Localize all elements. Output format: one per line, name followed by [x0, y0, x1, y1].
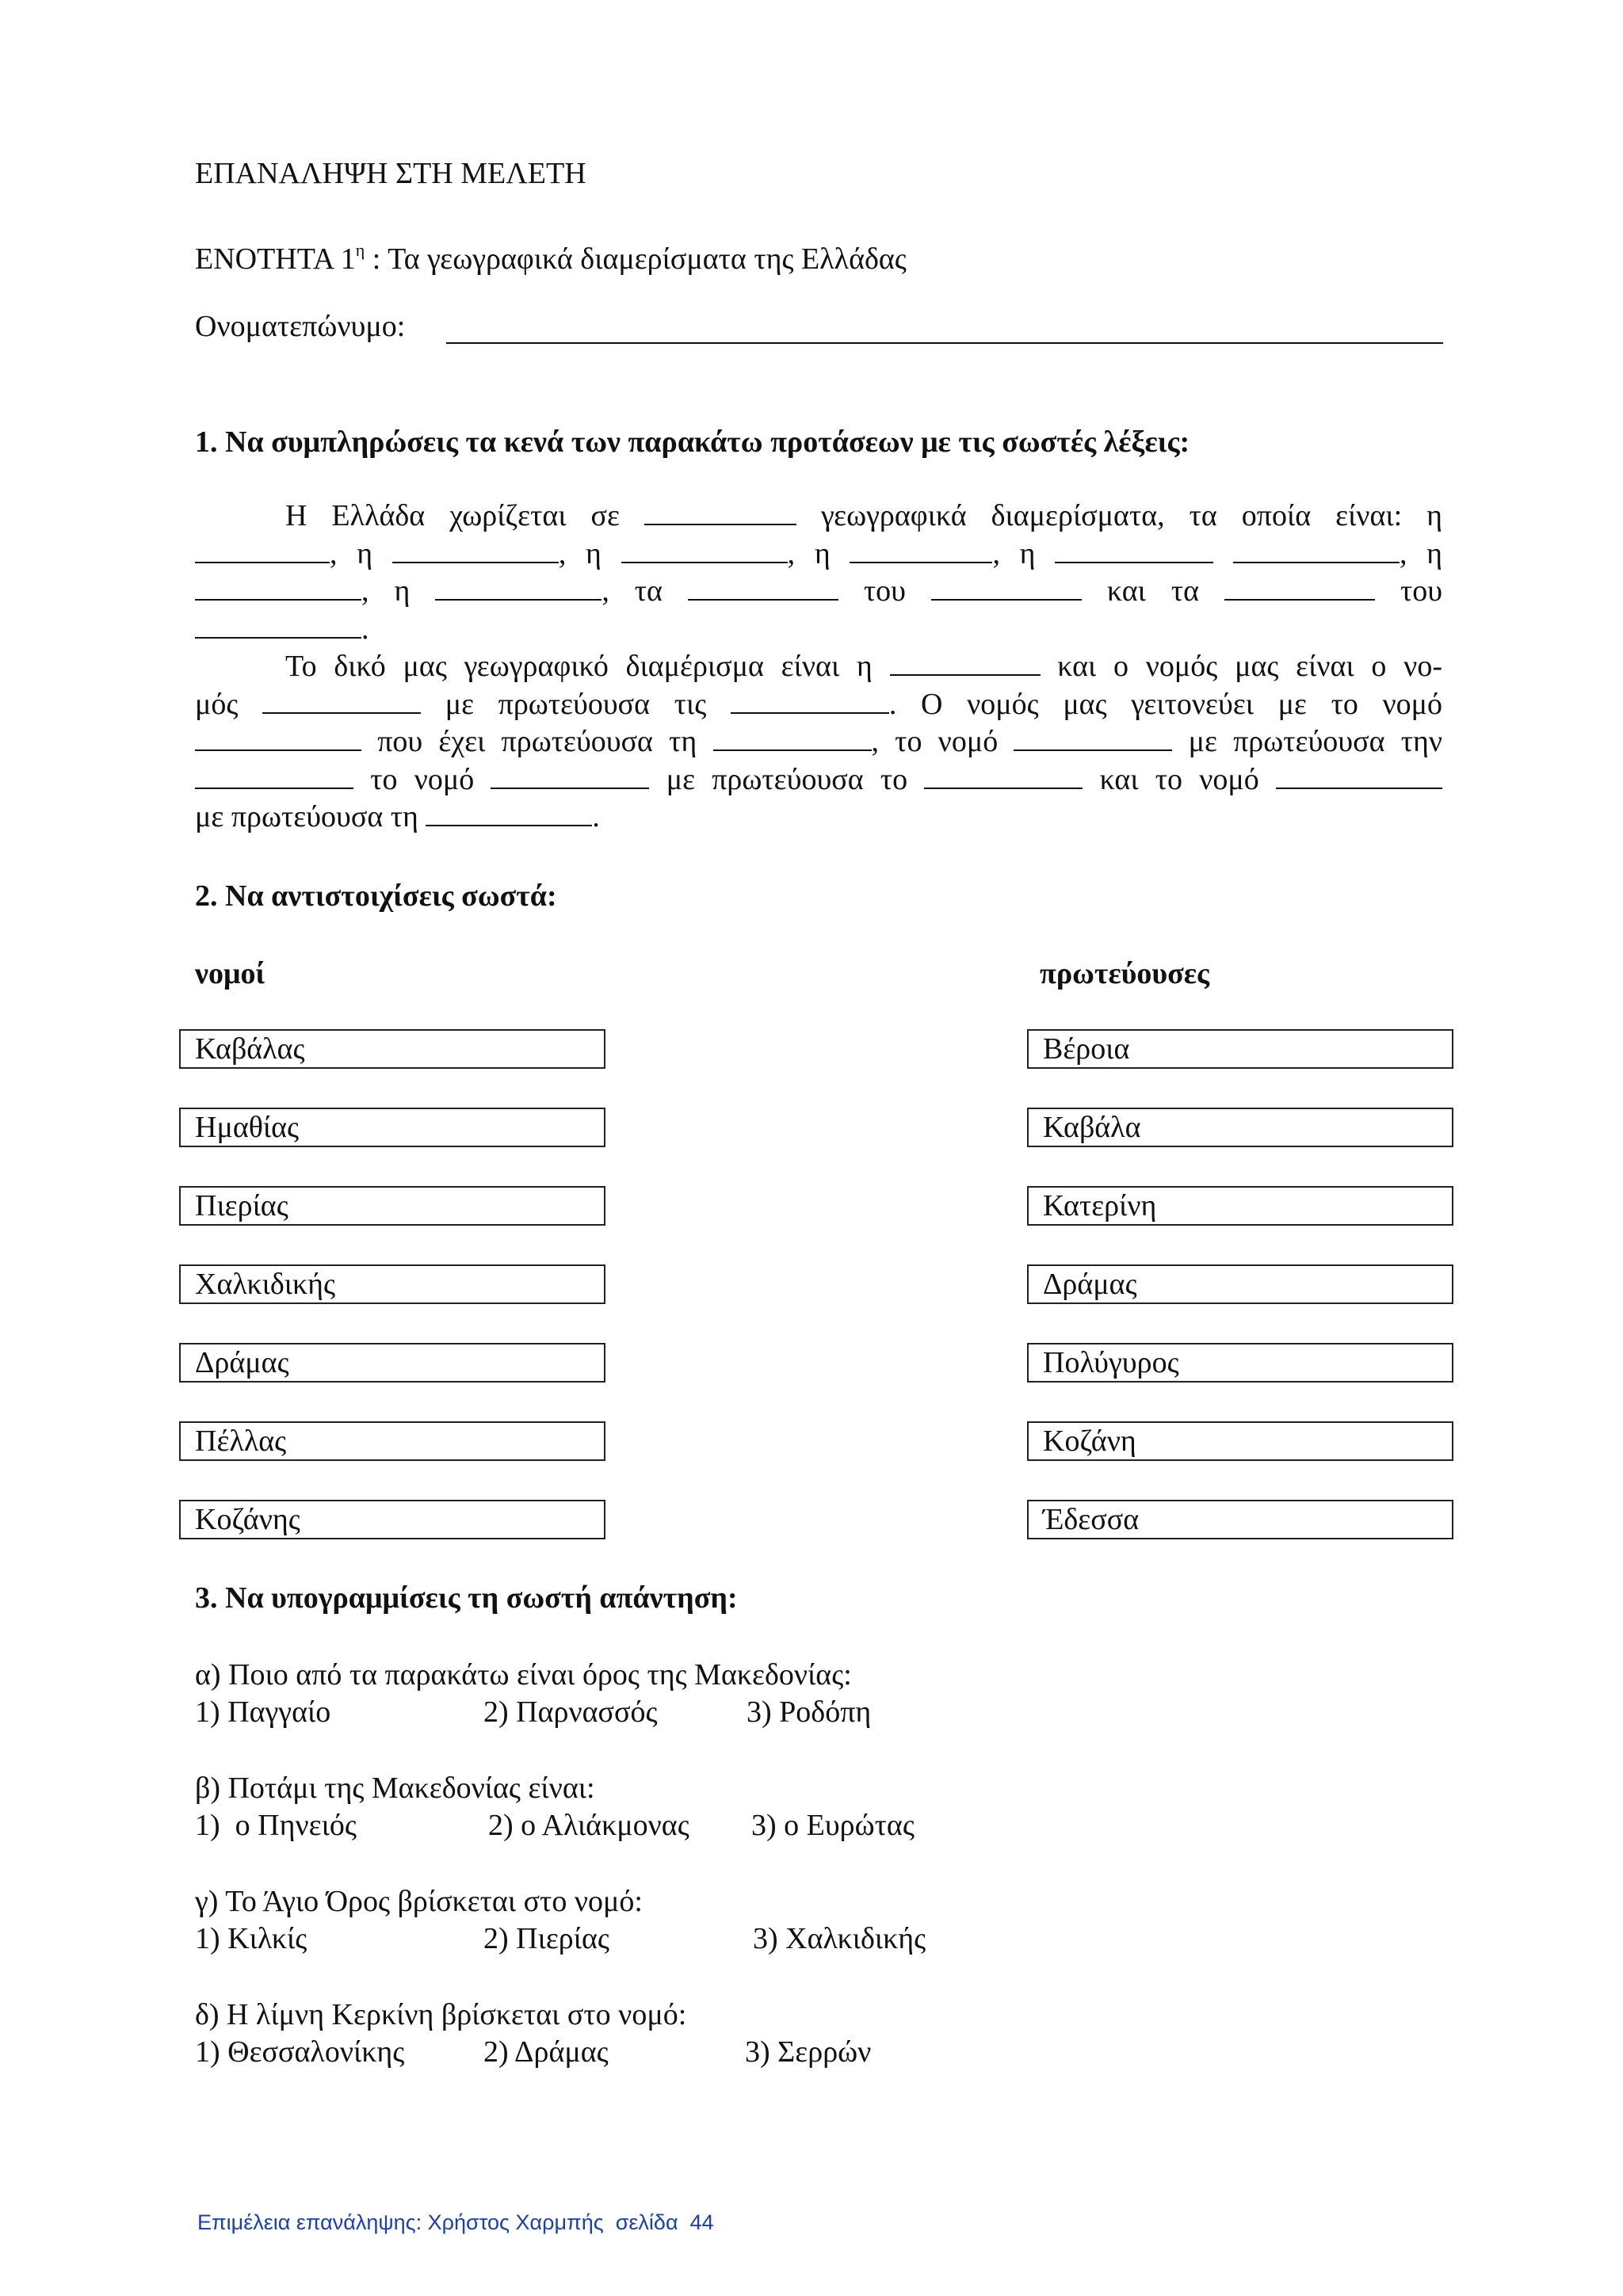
q3-option[interactable]: 1) Κιλκίς [195, 1922, 307, 1955]
q1-text: , η [330, 536, 373, 570]
q1-text: , η [992, 536, 1036, 570]
worksheet-title: ΕΠΑΝΑΛΗΨΗ ΣΤΗ ΜΕΛΕΤΗ [195, 157, 586, 190]
prefecture-box[interactable]: Χαλκιδικής [179, 1264, 605, 1304]
q3-option[interactable]: 3) Χαλκιδικής [753, 1922, 926, 1955]
q3-option[interactable]: 3) Ροδόπη [747, 1695, 872, 1729]
prefectures-header: νομοί [195, 957, 265, 990]
q1-text: Το δικό μας γεωγραφικό διαμέρισμα είναι η [285, 650, 873, 683]
q1-paragraph [195, 498, 1442, 837]
fill-blank[interactable] [195, 764, 353, 789]
unit-subtitle: : Τα γεωγραφικά διαμερίσματα της Ελλάδας [365, 242, 907, 276]
fill-blank[interactable] [890, 650, 1041, 676]
fill-blank[interactable] [1055, 538, 1213, 563]
prefecture-box[interactable]: Πιερίας [179, 1186, 605, 1226]
fill-blank[interactable] [1014, 726, 1172, 751]
capital-box[interactable]: Κατερίνη [1027, 1186, 1453, 1226]
name-label: Ονοματεπώνυμο: [195, 310, 406, 343]
q1-text: , η [1399, 536, 1443, 570]
q3-option[interactable]: 1) Θεσσαλονίκης [195, 2035, 405, 2069]
q1-text: με πρωτεύουσα τις [445, 687, 707, 721]
fill-blank[interactable] [924, 764, 1083, 789]
q1-line [195, 761, 1442, 799]
q3-question: γ) Το Άγιο Όρος βρίσκεται στο νομό: [195, 1885, 643, 1918]
q1-text: του [1400, 574, 1443, 608]
q1-line [195, 723, 1442, 761]
q1-text: , η [361, 574, 411, 608]
q1-text: που έχει πρωτεύουσα τη [377, 725, 697, 758]
q1-heading: 1. Να συμπληρώσεις τα κενά των παρακάτω προτάσεων με τις σωστές λέξεις: [195, 425, 1190, 459]
q3-question: δ) Η λίμνη Κερκίνη βρίσκεται στο νομό: [195, 1998, 687, 2031]
fill-blank[interactable] [1233, 538, 1400, 563]
fill-blank[interactable] [195, 538, 330, 563]
q3-option[interactable]: 1) Παγγαίο [195, 1695, 331, 1729]
prefecture-box[interactable]: Ημαθίας [179, 1108, 605, 1147]
q1-text: του [863, 574, 906, 608]
q2-heading: 2. Να αντιστοιχίσεις σωστά: [195, 879, 557, 913]
page-footer: Επιμέλεια επανάληψης: Χρήστος Χαρμπής σελίδα 44 [197, 2210, 714, 2234]
prefecture-box[interactable]: Δράμας [179, 1343, 605, 1383]
unit-prefix: ΕΝΟΤΗΤΑ 1 [195, 242, 356, 276]
q3-option[interactable]: 2) Δράμας [483, 2035, 609, 2069]
fill-blank[interactable] [392, 538, 559, 563]
fill-blank[interactable] [426, 801, 592, 826]
capital-box[interactable]: Κοζάνη [1027, 1421, 1453, 1461]
fill-blank[interactable] [195, 613, 361, 639]
fill-blank[interactable] [931, 575, 1082, 601]
q1-text: Η Ελλάδα χωρίζεται σε [285, 499, 620, 532]
fill-blank[interactable] [644, 500, 796, 525]
q1-text: και τα [1106, 574, 1200, 608]
q1-text: . Ο νομός μας γειτονεύει με το νομό [888, 687, 1443, 721]
q3-option[interactable]: 3) Σερρών [745, 2035, 872, 2069]
unit-title [195, 232, 907, 277]
q3-option[interactable]: 2) ο Αλιάκμονας [488, 1809, 689, 1842]
fill-blank[interactable] [1276, 764, 1442, 789]
q1-line [195, 686, 1442, 724]
q3-option[interactable]: 1) ο Πηνειός [195, 1809, 357, 1842]
q3-question: β) Ποτάμι της Μακεδονίας είναι: [195, 1772, 595, 1805]
fill-blank[interactable] [850, 538, 992, 563]
q1-text: . [592, 800, 600, 833]
capital-box[interactable]: Έδεσσα [1027, 1500, 1453, 1539]
fill-blank[interactable] [262, 688, 421, 714]
prefecture-box[interactable]: Κοζάνης [179, 1500, 605, 1539]
prefecture-box[interactable]: Πέλλας [179, 1421, 605, 1461]
q1-text: , τα [601, 574, 663, 608]
q1-text: , η [558, 536, 601, 570]
q1-line [195, 799, 1442, 837]
q1-text: με πρωτεύουσα την [1188, 725, 1443, 758]
capital-box[interactable]: Δράμας [1027, 1264, 1453, 1304]
fill-blank[interactable] [435, 575, 601, 601]
q3-option[interactable]: 2) Πιερίας [483, 1922, 609, 1955]
q1-text: , η [787, 536, 831, 570]
q1-text: γεωγραφικά διαμερίσματα, τα οποία είναι: η [820, 499, 1443, 532]
q1-text: με πρωτεύουσα τη [195, 800, 418, 833]
q1-text: το νομό [370, 762, 475, 796]
name-field-line[interactable] [446, 342, 1443, 344]
capital-box[interactable]: Βέροια [1027, 1029, 1453, 1069]
capital-box[interactable]: Πολύγυρος [1027, 1343, 1453, 1383]
unit-superscript: η [355, 240, 365, 260]
q3-question: α) Ποιο από τα παρακάτω είναι όρος της Μακεδονίας: [195, 1658, 852, 1691]
fill-blank[interactable] [731, 688, 889, 714]
fill-blank[interactable] [195, 726, 361, 751]
capital-box[interactable]: Καβάλα [1027, 1108, 1453, 1147]
q1-line [195, 536, 1442, 574]
q3-heading: 3. Να υπογραμμίσεις τη σωστή απάντηση: [195, 1581, 738, 1615]
q1-line [195, 498, 1442, 536]
q3-option[interactable]: 2) Παρνασσός [483, 1695, 658, 1729]
fill-blank[interactable] [195, 575, 361, 601]
fill-blank[interactable] [713, 726, 872, 751]
q1-text: και ο νομός μας είναι ο νο- [1057, 650, 1442, 683]
q1-text: και το νομό [1099, 762, 1259, 796]
q1-text: με πρωτεύουσα το [666, 762, 908, 796]
fill-blank[interactable] [621, 538, 788, 563]
prefecture-box[interactable]: Καβάλας [179, 1029, 605, 1069]
q3-option[interactable]: 3) ο Ευρώτας [751, 1809, 915, 1842]
q1-text: , το νομό [871, 725, 999, 758]
q1-line [195, 611, 1442, 649]
fill-blank[interactable] [491, 764, 649, 789]
fill-blank[interactable] [688, 575, 838, 601]
q1-text: . [361, 612, 369, 646]
q1-text: μός [195, 687, 239, 721]
q1-line [195, 648, 1442, 686]
capitals-header: πρωτεύουσες [1040, 957, 1210, 990]
fill-blank[interactable] [1224, 575, 1375, 601]
q1-line [195, 573, 1442, 611]
